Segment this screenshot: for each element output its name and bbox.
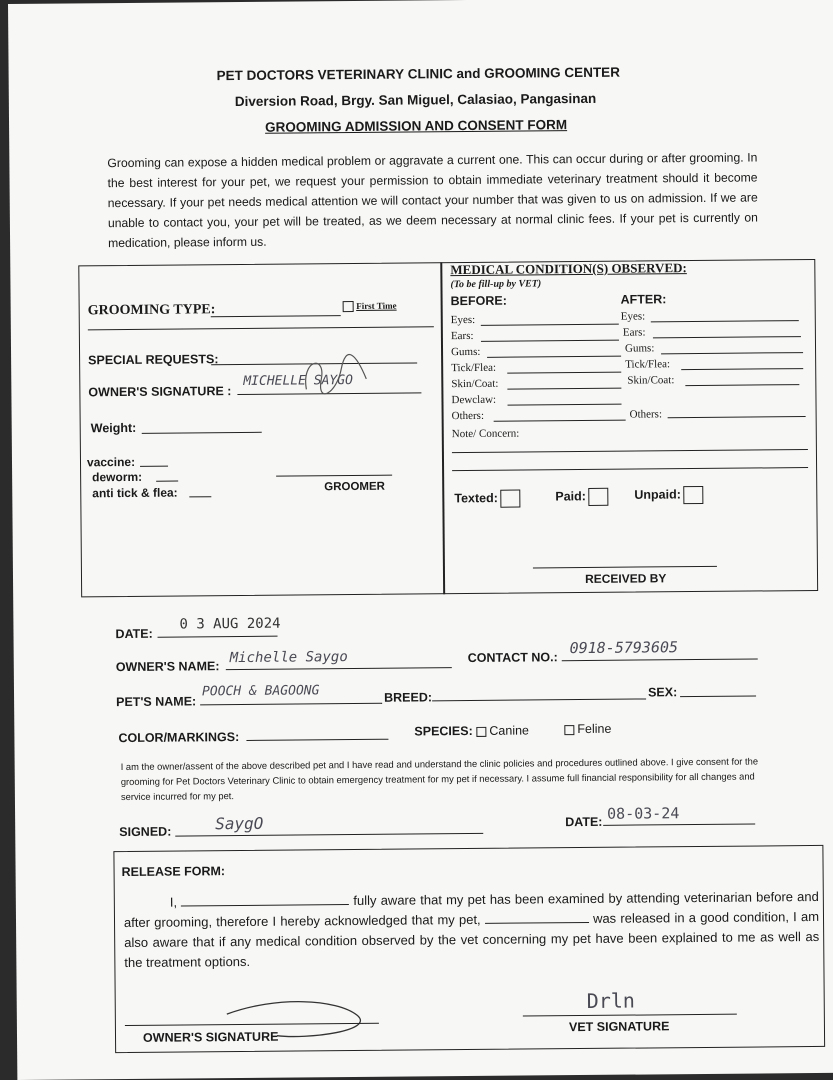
texted-label: Texted: <box>454 491 498 506</box>
before-skin-label: Skin/Coat: <box>451 377 499 391</box>
paid-box[interactable] <box>588 488 608 506</box>
first-time-checkbox[interactable] <box>343 301 397 313</box>
signed-date-field[interactable] <box>603 824 755 826</box>
release-pet-name-field[interactable] <box>485 910 589 924</box>
paid-checkbox[interactable] <box>555 488 608 506</box>
texted-box[interactable] <box>500 490 520 508</box>
before-gums-label: Gums: <box>451 345 481 359</box>
breed-field[interactable] <box>432 698 646 701</box>
release-text-3: was released in a good condition, I am also aware that if any medical condition observed by the vet concerning my pet have been explained to me as well as the treatment options. <box>124 908 820 971</box>
before-tick-label: Tick/Flea: <box>451 361 497 375</box>
after-others-label: Others: <box>629 408 663 421</box>
owner-name-label: OWNER'S NAME: <box>115 659 220 675</box>
before-label: BEFORE: <box>450 293 507 309</box>
date-field[interactable] <box>158 636 278 638</box>
pet-name-field[interactable] <box>200 703 382 706</box>
sex-label: SEX: <box>647 685 678 700</box>
special-requests-label: SPECIAL REQUESTS: <box>88 352 219 368</box>
before-ears-label: Ears: <box>450 329 474 343</box>
release-title: RELEASE FORM: <box>121 864 226 880</box>
paid-label: Paid: <box>555 489 586 504</box>
after-eyes-label: Eyes: <box>620 310 646 323</box>
owner-signature-scribble <box>296 349 376 400</box>
note-concern-label: Note/ Concern: <box>451 427 520 441</box>
medical-title: MEDICAL CONDITION(S) OBSERVED: <box>450 260 687 278</box>
contact-value: 0918-5793605 <box>569 638 679 658</box>
feline-checkbox[interactable] <box>564 725 574 735</box>
after-skin-label: Skin/Coat: <box>627 374 675 387</box>
canine-option[interactable] <box>476 723 529 737</box>
after-tick-label: Tick/Flea: <box>625 358 671 371</box>
after-ears-label: Ears: <box>622 326 646 339</box>
owner-signature-label: OWNER'S SIGNATURE : <box>88 384 232 400</box>
pet-name-value: POOCH & BAGOONG <box>201 683 320 700</box>
signed-date-value: 08-03-24 <box>607 804 680 823</box>
deworm-label: deworm: <box>92 469 143 485</box>
canine-checkbox[interactable] <box>476 727 486 737</box>
after-label: AFTER: <box>620 292 667 307</box>
release-paragraph <box>124 887 820 973</box>
owner-name-field[interactable] <box>226 667 452 670</box>
date-label: DATE: <box>115 626 153 642</box>
unpaid-checkbox[interactable] <box>634 486 703 505</box>
before-others-label: Others: <box>451 409 485 423</box>
received-by-label: RECEIVED BY <box>584 571 667 586</box>
unpaid-box[interactable] <box>683 486 703 504</box>
feline-label: Feline <box>577 721 612 737</box>
clinic-name: PET DOCTORS VETERINARY CLINIC and GROOMING CENTER <box>216 64 620 84</box>
contact-label: CONTACT NO.: <box>467 650 558 666</box>
intro-paragraph: Grooming can expose a hidden medical problem or aggravate a current one. This can occur during or after grooming. In the best interest for your pet, we request your permission to obtain immediate veterinary treatment should it become necessary. If your pet needs medical attention we will contact your number that was given to us on admission. If we are unable to contact you, your pet will be treated, as we deem necessary at normal clinic fees. If your pet is currently on medication, please inform us. <box>107 150 758 251</box>
vet-signature-label: VET SIGNATURE <box>568 1019 670 1035</box>
consent-paragraph: I am the owner/assent of the above described pet and I have read and understand the clinic policies and procedures outlined above. I give consent for the grooming for Pet Doctors Veterinary Clinic to obtain emergency treatment for my pet if necessary. I assume full financial responsibility for all changes and service incurred for my pet. <box>120 755 759 803</box>
vet-signature-value: Drln <box>586 988 635 1013</box>
release-text-1: I, <box>169 894 182 910</box>
unpaid-label: Unpaid: <box>634 487 681 502</box>
form-paper <box>8 0 833 1080</box>
owner-name-value: Michelle Saygo <box>229 649 348 667</box>
before-eyes-label: Eyes: <box>450 313 476 327</box>
species-label: SPECIES: <box>414 723 473 739</box>
release-text-2: fully aware that my pet has been examined by attending veterinarian before and after grooming, therefore I hereby acknowledged that my pet, <box>123 888 819 931</box>
owner-release-signature-label: OWNER'S SIGNATURE <box>142 1029 279 1045</box>
contact-field[interactable] <box>562 658 758 661</box>
date-value: 0 3 AUG 2024 <box>179 615 281 633</box>
groomer-label: GROOMER <box>324 480 385 494</box>
before-dewclaw-label: Dewclaw: <box>451 393 497 407</box>
signed-date-label: DATE: <box>565 814 603 830</box>
signed-label: SIGNED: <box>119 824 172 840</box>
pet-name-label: PET'S NAME: <box>116 694 197 710</box>
weight-label: Weight: <box>90 420 137 436</box>
clinic-address: Diversion Road, Brgy. San Miguel, Calasiao, Pangasinan <box>234 90 597 110</box>
deworm-field[interactable] <box>156 481 178 482</box>
first-time-box[interactable] <box>343 301 354 312</box>
signed-value: SaygO <box>215 813 264 834</box>
breed-label: BREED: <box>384 690 433 705</box>
grooming-type-label: GROOMING TYPE: <box>87 302 216 319</box>
medical-subtitle: (To be fill-up by VET) <box>450 278 542 291</box>
first-time-label: First Time <box>356 300 397 311</box>
color-label: COLOR/MARKINGS: <box>118 730 240 746</box>
texted-checkbox[interactable] <box>454 490 520 509</box>
feline-option[interactable] <box>564 722 611 736</box>
owner-signature-value: MICHELLE SAYGO <box>243 373 353 389</box>
form-title: GROOMING ADMISSION AND CONSENT FORM <box>265 117 568 135</box>
sex-field[interactable] <box>680 695 756 697</box>
color-field[interactable] <box>246 739 388 741</box>
signed-field[interactable] <box>175 833 483 837</box>
after-gums-label: Gums: <box>624 342 655 355</box>
canine-label: Canine <box>489 723 530 738</box>
anti-tick-label: anti tick & flea: <box>92 485 178 501</box>
vaccine-label: vaccine: <box>86 454 136 470</box>
release-owner-name-field[interactable] <box>181 892 349 906</box>
anti-tick-field[interactable] <box>189 496 211 497</box>
